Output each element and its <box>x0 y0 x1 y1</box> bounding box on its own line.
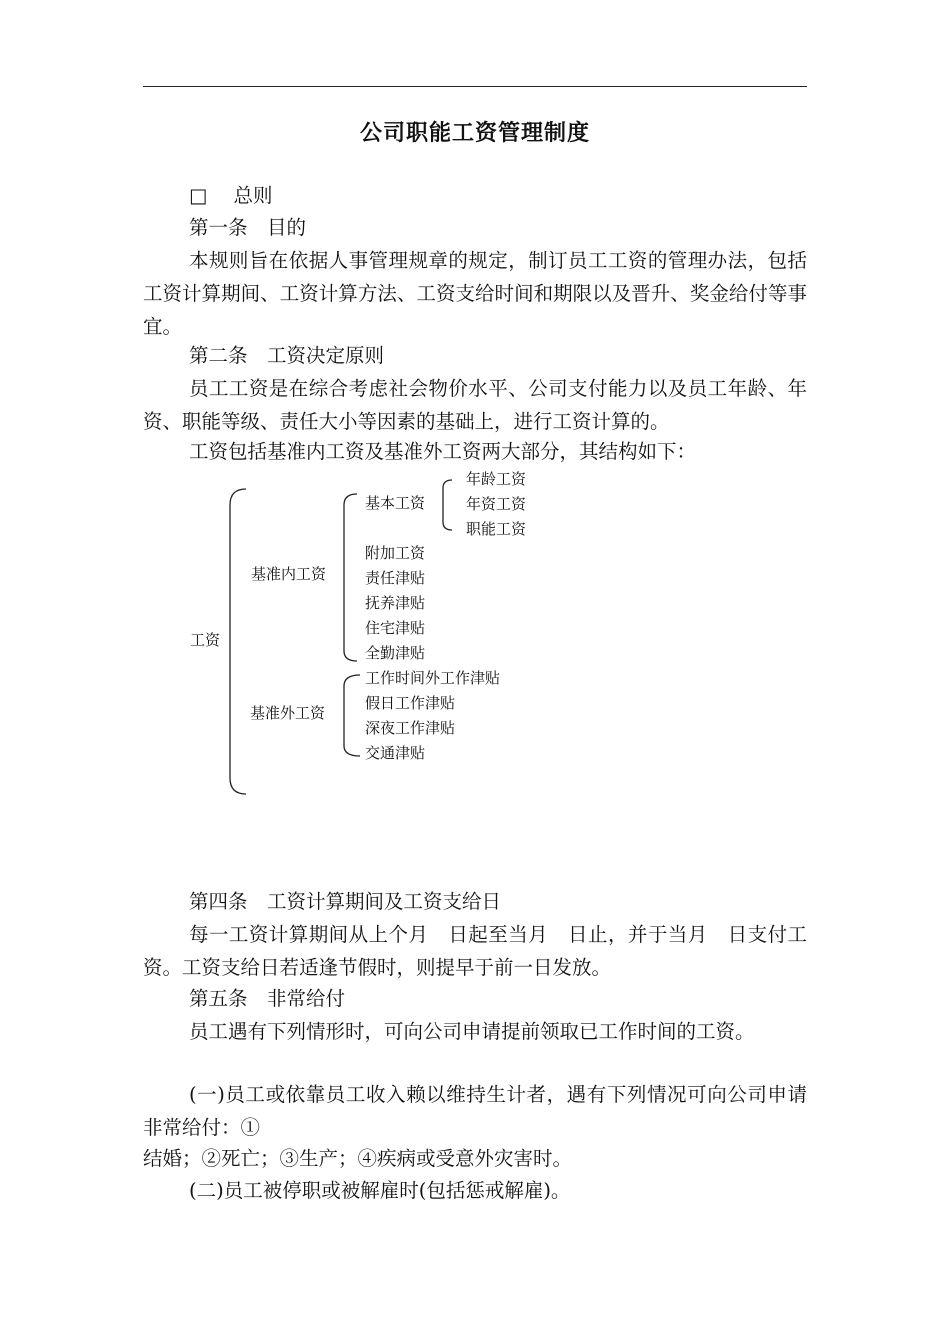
article-5-item-1-cont: 结婚；②死亡；③生产；④疾病或受意外灾害时。 <box>143 1147 573 1170</box>
article-4-heading: 第四条 工资计算期间及工资支给日 <box>189 890 502 913</box>
article-2-body: 员工工资是在综合考虑社会物价水平、公司支付能力以及员工年龄、年资、职能等级、责任大小等因素的基础上，进行工资计算的。 <box>143 377 807 433</box>
outer-brace <box>344 675 360 756</box>
tree-outer-item: 交通津贴 <box>365 744 426 762</box>
root-brace <box>230 489 246 794</box>
article-4-body: 每一工资计算期间从上个月 日起至当月 日止，并于当月 日支付工资。工资支给日若适逢节假时，则提早于前一日发放。 <box>143 923 807 979</box>
tree-outer-item: 深夜工作津贴 <box>365 719 456 737</box>
tree-root: 工资 <box>190 631 221 649</box>
article-5-item-1: (一)员工或依靠员工收入赖以维持生计者，遇有下列情况可向公司申请非常给付：① <box>143 1083 807 1139</box>
tree-inner-item: 抚养津贴 <box>365 594 426 612</box>
article-5-item-2: (二)员工被停职或被解雇时(包括惩戒解雇)。 <box>189 1179 571 1202</box>
tree-basic-item: 年龄工资 <box>466 470 527 488</box>
article-5-heading: 第五条 非常给付 <box>189 987 346 1010</box>
tree-outer-item: 工作时间外工作津贴 <box>365 669 501 687</box>
tree-basic: 基本工资 <box>365 494 426 512</box>
inner-brace <box>344 494 357 661</box>
page-title: 公司职能工资管理制度 <box>359 120 590 146</box>
article-2-heading: 第二条 工资决定原则 <box>189 344 385 367</box>
tree-inner-item: 责任津贴 <box>365 569 426 587</box>
tree-inner-item: 住宅津贴 <box>365 619 426 637</box>
section-label: 总则 <box>233 184 273 207</box>
article-1-body: 本规则旨在依据人事管理规章的规定，制订员工工资的管理办法，包括工资计算期间、工资计算方法、工资支给时间和期限以及晋升、奖金给付等事宜。 <box>143 249 807 338</box>
structure-intro: 工资包括基准内工资及基准外工资两大部分，其结构如下： <box>189 440 697 463</box>
article-5-body: 员工遇有下列情形时，可向公司申请提前领取已工作时间的工资。 <box>189 1020 755 1043</box>
tree-inner: 基准内工资 <box>251 565 327 583</box>
tree-outer-item: 假日工作津贴 <box>365 694 456 712</box>
tree-basic-item: 年资工资 <box>466 495 527 513</box>
tree-inner-item: 附加工资 <box>365 544 426 562</box>
tree-basic-item: 职能工资 <box>466 520 527 538</box>
tree-outer: 基准外工资 <box>250 704 326 722</box>
basic-brace <box>443 480 452 530</box>
checkbox-icon: □ <box>189 184 208 207</box>
tree-inner-item: 全勤津贴 <box>365 644 426 662</box>
article-1-heading: 第一条 目的 <box>189 216 307 239</box>
